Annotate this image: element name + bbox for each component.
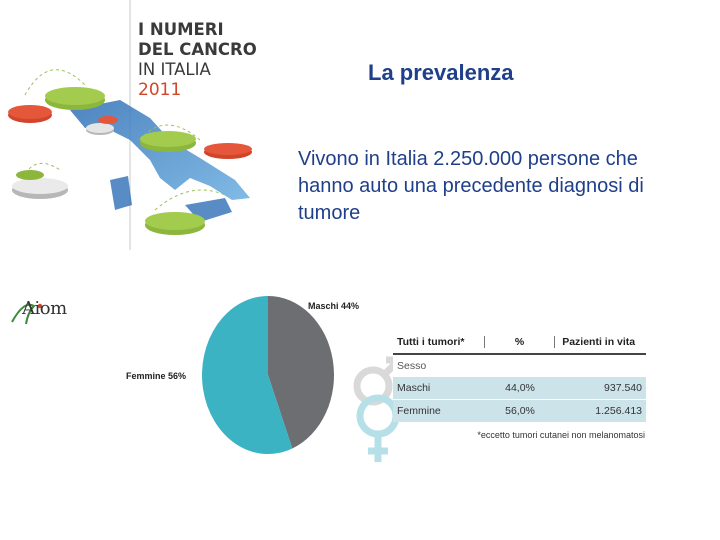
brand-title-line2: DEL CANCRO	[138, 40, 257, 59]
aiom-logo-text: Aiom	[22, 298, 67, 319]
pie-chart	[120, 285, 380, 470]
table-group-row	[393, 355, 646, 377]
row-patients: 937.540	[604, 382, 642, 394]
pie-label-maschi: Maschi 44%	[308, 301, 360, 311]
brand-graphic	[0, 0, 270, 250]
pie-label-femmine: Femmine 56%	[126, 371, 187, 381]
header-pazienti: Pazienti in vita	[562, 336, 636, 348]
table-row	[393, 377, 646, 399]
table-header-row	[393, 331, 646, 355]
slide-body-text: Vivono in Italia 2.250.000 persone che hanno auto una precedente diagnosi di tumore	[298, 148, 644, 224]
table-footnote: *eccetto tumori cutanei non melanomatosi	[477, 430, 645, 440]
row-percent: 44,0%	[505, 382, 535, 394]
row-patients: 1.256.413	[595, 405, 642, 417]
row-label: Maschi	[397, 382, 431, 394]
group-label: Sesso	[397, 360, 427, 372]
italy-map-icon	[0, 0, 270, 250]
brand-title-line3: IN ITALIA	[138, 60, 211, 79]
table-row	[393, 399, 646, 422]
row-percent: 56,0%	[505, 405, 535, 417]
prevalence-table	[393, 331, 646, 440]
slide-title: La prevalenza	[368, 60, 514, 85]
row-label: Femmine	[397, 405, 441, 417]
brand-year: 2011	[138, 80, 182, 100]
header-tumori: Tutti i tumori*	[393, 336, 485, 348]
header-percent: %	[485, 336, 556, 348]
brand-title-line1: I NUMERI	[138, 20, 224, 39]
aiom-logo	[10, 294, 65, 328]
